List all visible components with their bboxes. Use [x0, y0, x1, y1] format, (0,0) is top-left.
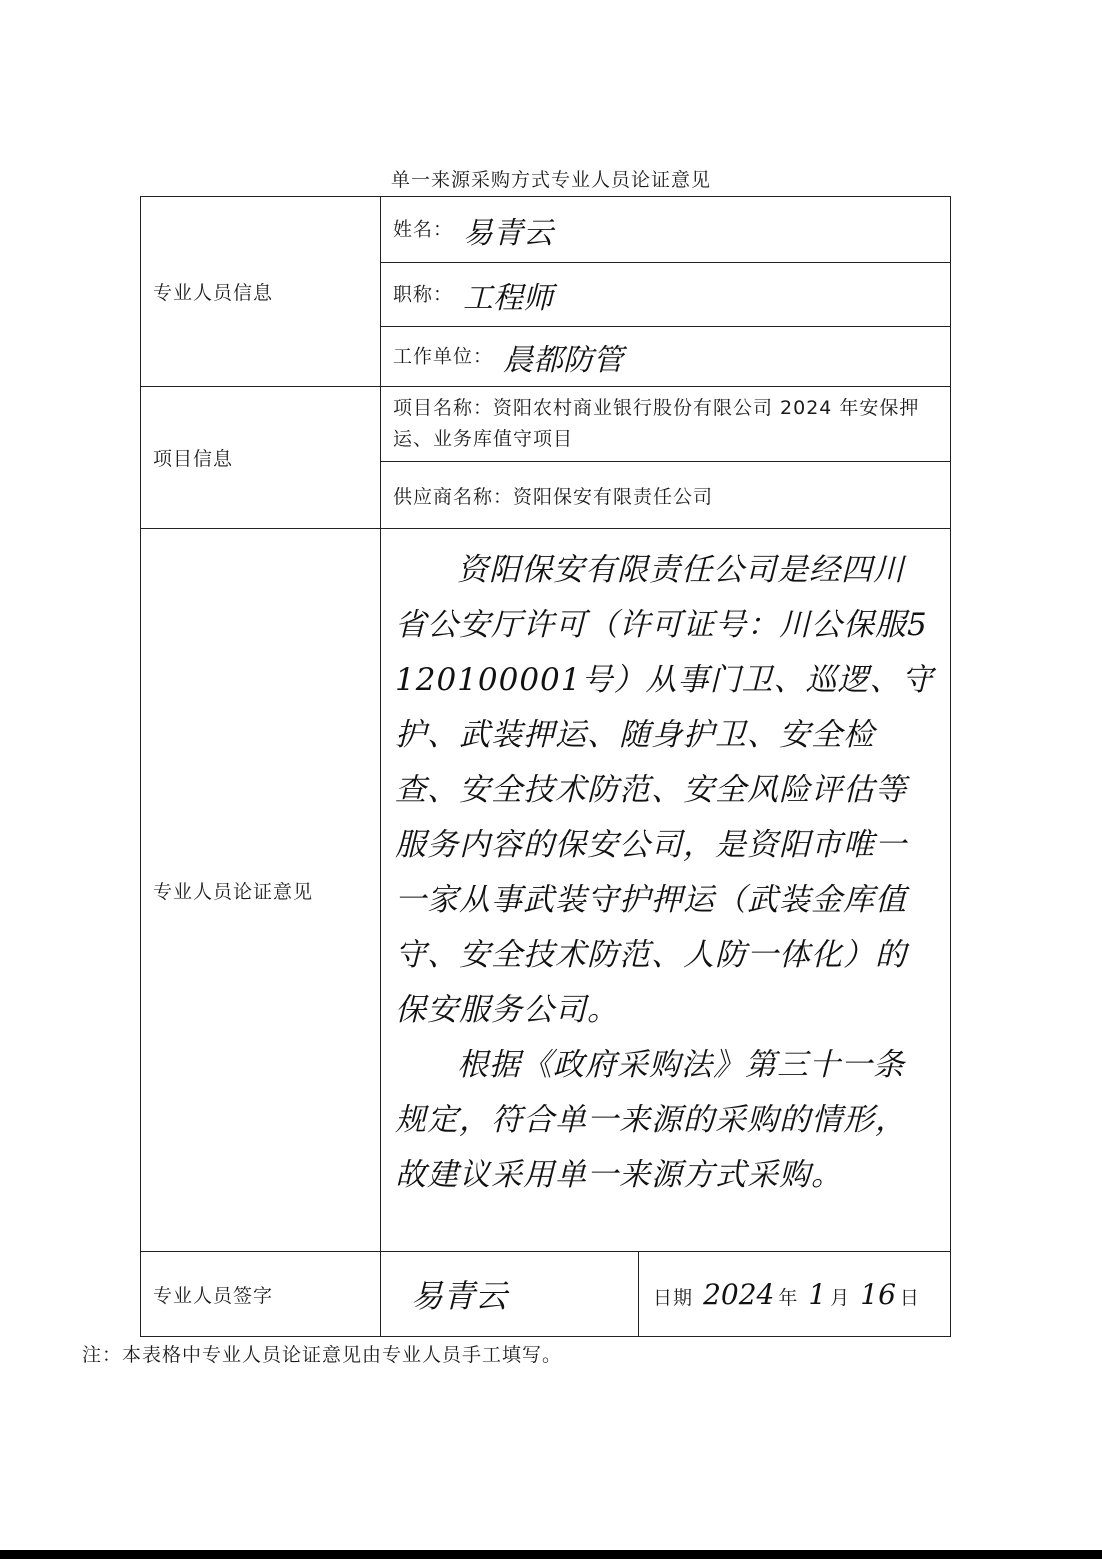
project-name: 项目名称：资阳农村商业银行股份有限公司 2024 年安保押运、业务库值守项目	[381, 387, 951, 462]
year-unit: 年	[778, 1286, 799, 1309]
name-value: 易青云	[463, 215, 554, 251]
name-label: 姓名：	[393, 218, 454, 240]
month-unit: 月	[830, 1286, 851, 1309]
footnote: 注：本表格中专业人员论证意见由专业人员手工填写。	[82, 1344, 563, 1366]
date-day: 16	[860, 1277, 896, 1311]
signature-value: 易青云	[411, 1277, 508, 1315]
work-unit-row	[381, 327, 951, 387]
supplier-name: 供应商名称：资阳保安有限责任公司	[381, 462, 951, 529]
date-label: 日期	[653, 1286, 694, 1309]
work-unit-label: 工作单位：	[393, 345, 494, 367]
scan-bottom-edge	[0, 1550, 1102, 1559]
opinion-paragraph-1: 资阳保安有限责任公司是经四川省公安厅许可（许可证号：川公保服5120100001号）从事门卫、巡逻、守护、武装押运、随身护卫、安全检查、安全技术防范、安全风险评估等服务内容的保安公司，是资阳市唯一一家从事武装守护押运（武装金库值守、安全技术防范、人防一体化）的保安服务公司。	[395, 552, 934, 1028]
opinion-label: 专业人员论证意见	[141, 529, 381, 1252]
date-month: 1	[808, 1277, 827, 1311]
project-info-label: 项目信息	[141, 387, 381, 529]
document-title: 单一来源采购方式专业人员论证意见	[390, 169, 711, 191]
name-row	[381, 197, 951, 263]
opinion-paragraph-2: 根据《政府采购法》第三十一条规定，符合单一来源的采购的情形，故建议采用单一来源方式采购。	[395, 1047, 907, 1193]
job-title-label: 职称：	[393, 283, 454, 305]
date-cell	[639, 1252, 951, 1337]
work-unit-value: 晨都防管	[503, 342, 624, 378]
job-title-row	[381, 263, 951, 327]
expert-info-label: 专业人员信息	[141, 197, 381, 387]
opinion-content	[381, 529, 951, 1252]
signature-cell	[381, 1252, 639, 1337]
day-unit: 日	[899, 1286, 920, 1309]
signature-label: 专业人员签字	[141, 1252, 381, 1337]
job-title-value: 工程师	[463, 280, 554, 316]
opinion-form-table	[140, 196, 951, 1337]
date-year: 2024	[703, 1277, 775, 1311]
